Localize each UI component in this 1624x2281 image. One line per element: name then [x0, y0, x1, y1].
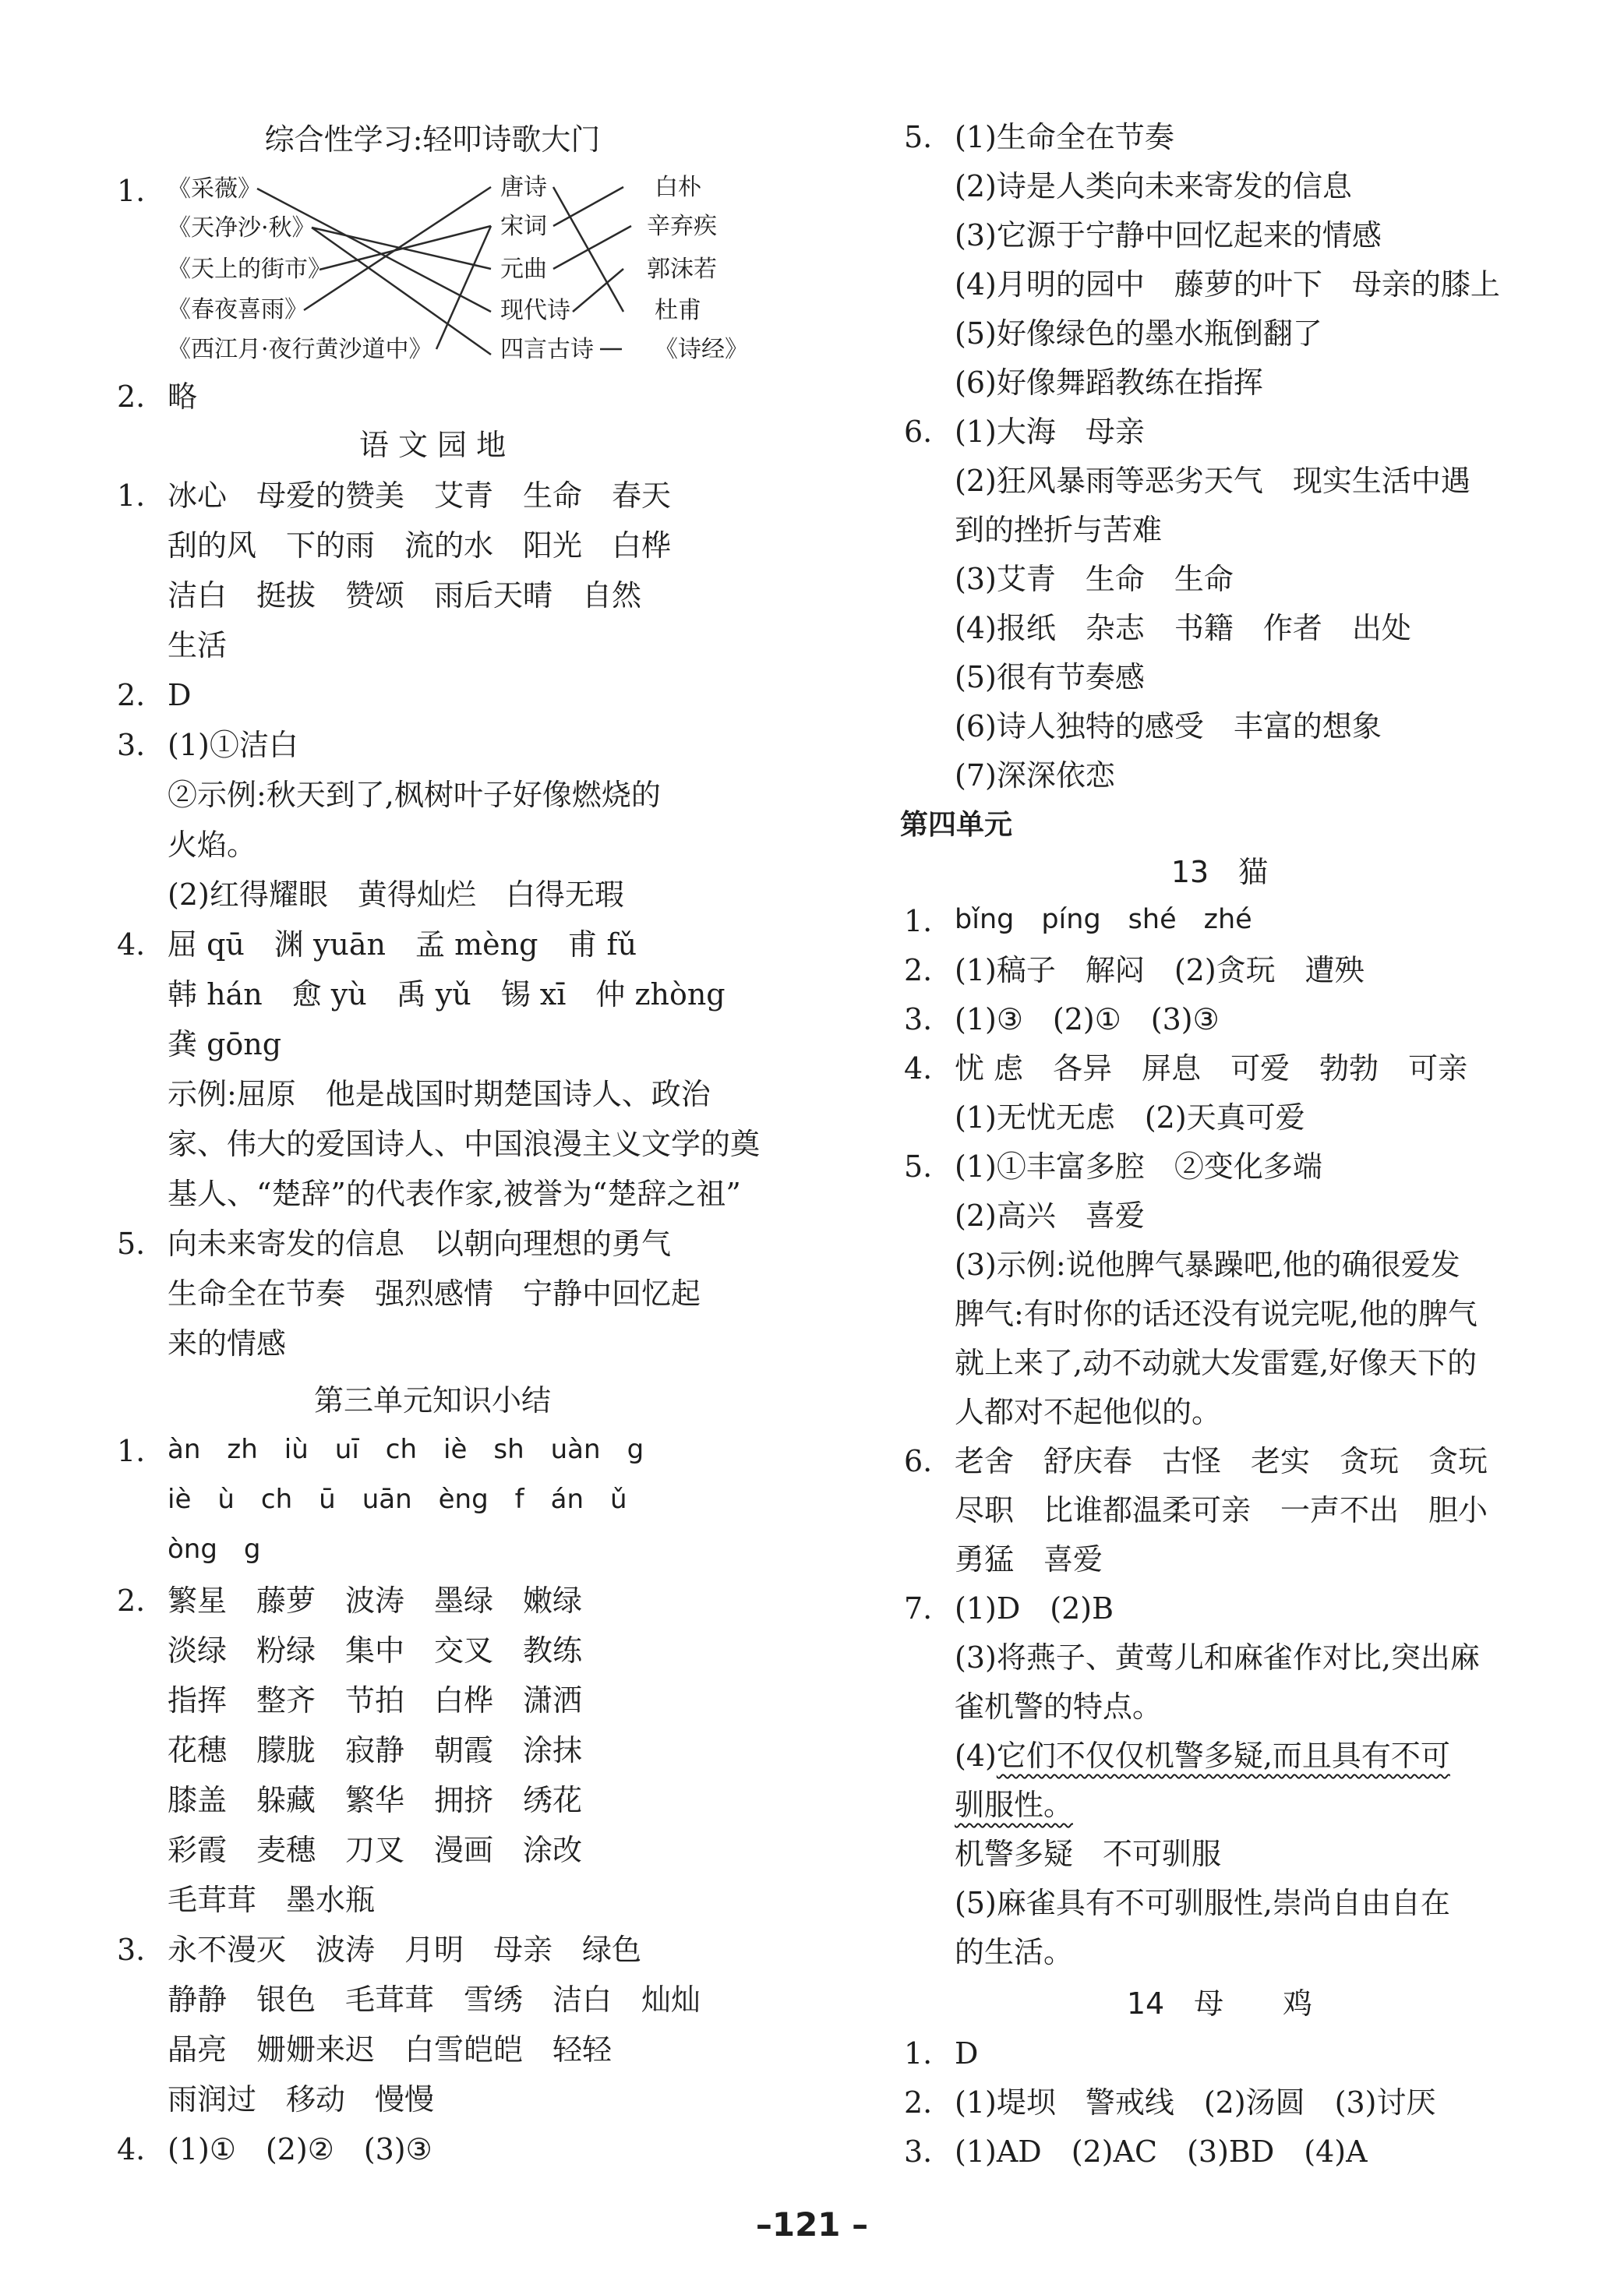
question-number: 3.	[117, 728, 146, 762]
answer-text: (1)① (2)② (3)③	[168, 2132, 432, 2166]
answer-text: 略	[168, 380, 198, 414]
match-right-item: 郭沫若	[647, 256, 717, 283]
answer-line: ②示例:秋天到了,枫树叶子好像燃烧的	[168, 778, 661, 812]
answer-line: 雨润过 移动 慢慢	[168, 2082, 435, 2117]
answer-line: 膝盖 躲藏 繁华 拥挤 绣花	[168, 1783, 583, 1817]
match-line	[573, 269, 623, 312]
answer-line: (3)将燕子、黄莺儿和麻雀作对比,突出麻	[955, 1640, 1480, 1675]
answer-line: 生命全在节奏 强烈感情 宁静中回忆起	[168, 1276, 701, 1311]
answer-line: (5)麻雀具有不可驯服性,崇尚自由自在	[955, 1886, 1450, 1920]
answer-line: 火焰。	[168, 828, 257, 862]
lesson-title-13: 13 猫	[1170, 855, 1269, 889]
answer-line: 的生活。	[955, 1935, 1074, 1969]
answer-line: (6)诗人独特的感受 丰富的想象	[955, 709, 1382, 743]
sub-question-label: (4)	[955, 1739, 997, 1773]
answer-line: (1)D (2)B	[955, 1591, 1114, 1626]
wavy-underlined-text: 它们不仅仅机警多疑,而且具有不可	[996, 1739, 1450, 1773]
section-title-poetry: 综合性学习:轻叩诗歌大门	[264, 122, 601, 157]
wavy-underlined-text: 驯服性。	[955, 1788, 1074, 1822]
match-right-item: 白朴	[655, 174, 701, 201]
question-number: 1.	[117, 174, 146, 208]
question-number: 2.	[904, 2085, 933, 2120]
answer-line: (5)好像绿色的墨水瓶倒翻了	[955, 316, 1322, 351]
question-number: 1.	[117, 478, 146, 513]
answer-line: (2)狂风暴雨等恶劣天气 现实生活中遇	[955, 464, 1470, 498]
lesson-title-14: 14 母 鸡	[1126, 1986, 1313, 2021]
answer-line: (4)月明的园中 藤萝的叶下 母亲的膝上	[955, 267, 1500, 302]
section-title-yuwen-garden: 语 文 园 地	[358, 428, 507, 462]
answer-line: 脾气:有时你的话还没有说完呢,他的脾气	[955, 1297, 1477, 1331]
answer-text: (1)稿子 解闷 (2)贪玩 遭殃	[955, 953, 1365, 987]
answer-text: D	[168, 678, 192, 712]
answer-line: 冰心 母爱的赞美 艾青 生命 春天	[168, 478, 672, 513]
answer-line: 基人、“楚辞”的代表作家,被誉为“楚辞之祖”	[168, 1177, 741, 1211]
pinyin-line: iè ù ch ū uān èng f án ǔ	[168, 1484, 627, 1515]
answer-line: 雀机警的特点。	[955, 1690, 1163, 1724]
answer-line: 洁白 挺拔 赞颂 雨后天晴 自然	[168, 578, 642, 613]
question-number: 7.	[904, 1591, 933, 1626]
answer-text: (1)堤坝 警戒线 (2)汤圆 (3)讨厌	[955, 2085, 1436, 2120]
answer-line: (6)好像舞蹈教练在指挥	[955, 365, 1263, 400]
question-number: 1.	[117, 1434, 146, 1468]
question-number: 5.	[904, 120, 933, 154]
answer-line: 尽职 比谁都温柔可亲 一声不出 胆小	[955, 1493, 1488, 1527]
answer-line: 繁星 藤萝 波涛 墨绿 嫩绿	[168, 1584, 583, 1618]
answer-line: 屈 qū 渊 yuān 孟 mèng 甫 fǔ	[168, 927, 637, 962]
answer-line: (2)红得耀眼 黄得灿烂 白得无瑕	[168, 877, 624, 912]
question-number: 2.	[117, 380, 146, 414]
unit-heading: 第四单元	[900, 809, 1013, 841]
question-number: 4.	[117, 2132, 146, 2166]
answer-line: 彩霞 麦穗 刀叉 漫画 涂改	[168, 1833, 583, 1867]
answer-line: 龚 gōng	[168, 1027, 282, 1061]
match-left-item: 《天上的街市》	[168, 256, 331, 283]
question-number: 1.	[904, 2036, 933, 2071]
answer-line: (2)高兴 喜爱	[955, 1199, 1145, 1233]
question-number: 2.	[117, 1584, 146, 1618]
answer-line: 韩 hán 愈 yù 禹 yǔ 锡 xī 仲 zhòng	[168, 977, 726, 1012]
match-right-item: 辛弃疾	[647, 213, 717, 240]
answer-line: (3)它源于宁静中回忆起来的情感	[955, 218, 1382, 252]
answer-text: (1)AD (2)AC (3)BD (4)A	[955, 2134, 1368, 2169]
answer-line: (1)生命全在节奏	[955, 120, 1174, 154]
answer-line: 生活	[168, 628, 228, 662]
answer-line: 家、伟大的爱国诗人、中国浪漫主义文学的奠	[168, 1127, 761, 1161]
pinyin-line: àn zh iù uī ch iè sh uàn g	[168, 1434, 644, 1465]
question-number: 4.	[904, 1051, 933, 1086]
answer-line: 人都对不起他似的。	[955, 1395, 1222, 1429]
question-number: 6.	[904, 1444, 933, 1478]
question-number: 6.	[904, 415, 933, 449]
answer-line: (4)报纸 杂志 书籍 作者 出处	[955, 611, 1411, 645]
answer-text: D	[955, 2036, 979, 2071]
answer-line: 勇猛 喜爱	[955, 1542, 1103, 1577]
answer-line: (3)示例:说他脾气暴躁吧,他的确很爱发	[955, 1248, 1460, 1282]
answer-line: 花穗 朦胧 寂静 朝霞 涂抹	[168, 1733, 583, 1767]
pinyin-line: bǐng píng shé zhé	[955, 904, 1252, 935]
question-number: 3.	[904, 1002, 933, 1036]
answer-line-underlined	[955, 1790, 1073, 1820]
answer-line: 永不漫灭 波涛 月明 母亲 绿色	[168, 1933, 642, 1967]
answer-line: (3)艾青 生命 生命	[955, 562, 1234, 596]
answer-line: 指挥 整齐 节拍 白桦 潇洒	[168, 1683, 583, 1718]
answer-line: 静静 银色 毛茸茸 雪绣 洁白 灿灿	[168, 1983, 701, 2017]
question-number: 3.	[904, 2134, 933, 2169]
match-left-item: 《采薇》	[168, 175, 261, 203]
answer-line: 淡绿 粉绿 集中 交叉 教练	[168, 1633, 583, 1668]
answer-line: (5)很有节奏感	[955, 660, 1145, 694]
answer-line: 晶亮 姗姗来迟 白雪皑皑 轻轻	[168, 2032, 613, 2067]
answer-line: 毛茸茸 墨水瓶	[168, 1883, 376, 1917]
answer-line: (7)深深依恋	[955, 758, 1115, 793]
answer-line: 老舍 舒庆春 古怪 老实 贪玩 贪玩	[955, 1444, 1488, 1478]
question-number: 1.	[904, 904, 933, 938]
answer-line: 到的挫折与苦难	[955, 513, 1163, 547]
page-number: –121 –	[755, 2205, 869, 2244]
match-right-item: 《诗经》	[655, 336, 748, 363]
answer-line: (1)大海 母亲	[955, 415, 1145, 449]
answer-line: 忧 虑 各异 屏息 可爱 勃勃 可亲	[955, 1051, 1468, 1086]
answer-line: 刮的风 下的雨 流的水 阳光 白桦	[168, 528, 672, 563]
match-right-item: 杜甫	[655, 297, 701, 324]
match-left-item: 《西江月·夜行黄沙道中》	[168, 336, 432, 363]
pinyin-line: òng g	[168, 1534, 261, 1565]
answer-line: (1)①丰富多腔 ②变化多端	[955, 1149, 1322, 1184]
question-number: 5.	[904, 1149, 933, 1184]
match-line	[553, 226, 631, 269]
answer-line: 向未来寄发的信息 以朝向理想的勇气	[168, 1227, 672, 1261]
answer-text: (1)③ (2)① (3)③	[955, 1002, 1220, 1036]
question-number: 2.	[117, 678, 146, 712]
question-number: 5.	[117, 1227, 146, 1261]
answer-line: (1)无忧无虑 (2)天真可爱	[955, 1100, 1305, 1135]
match-line	[257, 189, 491, 312]
match-mid-item: 唐诗	[500, 174, 547, 201]
answer-line: 就上来了,动不动就大发雷霆,好像天下的	[955, 1346, 1477, 1380]
answer-line: (1)①洁白	[168, 728, 298, 762]
answer-line: 机警多疑 不可驯服	[955, 1837, 1222, 1871]
question-number: 4.	[117, 927, 146, 962]
answer-line: 示例:屈原 他是战国时期楚国诗人、政治	[168, 1077, 711, 1111]
answer-line-underlined	[955, 1741, 1450, 1771]
section-title-unit3-summary: 第三单元知识小结	[313, 1383, 551, 1418]
match-mid-item: 四言古诗	[500, 336, 594, 363]
question-number: 3.	[117, 1933, 146, 1967]
question-number: 2.	[904, 953, 933, 987]
match-left-item: 《天净沙·秋》	[168, 214, 316, 242]
match-mid-item: 现代诗	[500, 297, 570, 324]
answer-line: 来的情感	[168, 1326, 287, 1361]
answer-line: (2)诗是人类向未来寄发的信息	[955, 169, 1352, 203]
match-left-item: 《春夜喜雨》	[168, 296, 308, 323]
match-mid-item: 宋词	[500, 213, 547, 240]
match-mid-item: 元曲	[500, 256, 547, 283]
